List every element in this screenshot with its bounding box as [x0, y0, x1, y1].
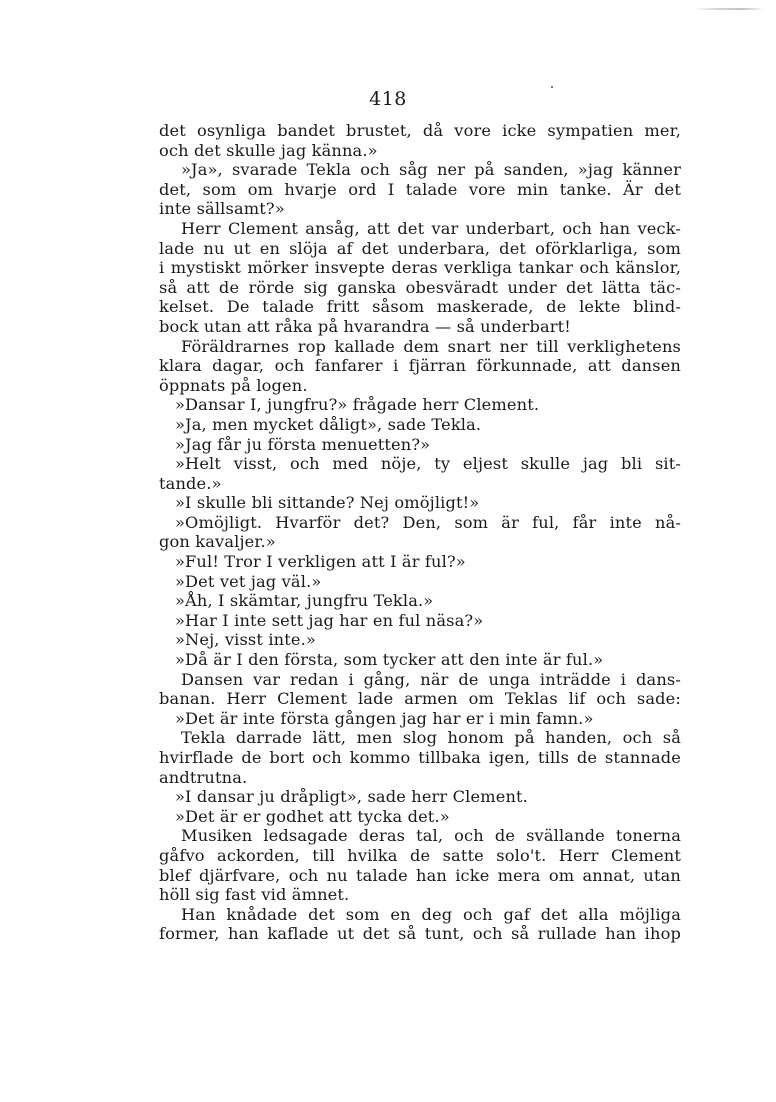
text-line: Dansen var redan i gång, när de unga inträdde i dans- — [181, 669, 681, 689]
text-line: klara dagar, och fanfarer i fjärran förkunnade, att dansen — [159, 356, 681, 376]
text-line: »Åh, I skämtar, jungfru Tekla.» — [175, 591, 434, 611]
text-line: »Ja, men mycket dåligt», sade Tekla. — [175, 414, 482, 434]
text-line: »Ful! Tror I verkligen att I är ful?» — [175, 552, 466, 572]
text-line: Musiken ledsagade deras tal, och de svällande tonerna — [181, 826, 681, 846]
text-line: andtrutna. — [159, 767, 248, 787]
text-line: »Dansar I, jungfru?» frågade herr Clement. — [175, 395, 540, 415]
text-line: »Omöjligt. Hvarför det? Den, som är ful, får inte nå- — [175, 512, 681, 532]
text-line: höll sig fast vid ämnet. — [159, 885, 350, 905]
text-line: former, han kaflade ut det så tunt, och så rullade han ihop — [159, 924, 681, 944]
text-line: tande.» — [159, 473, 222, 493]
text-line: »Jag får ju första menuetten?» — [175, 434, 431, 454]
text-line: »Det är er godhet att tycka det.» — [175, 806, 450, 826]
text-line: »Då är I den första, som tycker att den inte är ful.» — [175, 650, 604, 670]
text-line: »Det är inte första gången jag har er i min famn.» — [175, 708, 594, 728]
text-line: Föräldrarnes rop kallade dem snart ner till verklighetens — [181, 336, 681, 356]
text-line: lade nu ut en slöja af det underbara, det oförklarliga, som — [159, 238, 681, 258]
text-line: gon kavaljer.» — [159, 532, 276, 552]
text-line: banan. Herr Clement lade armen om Teklas lif och sade: — [159, 689, 681, 709]
text-line: så att de rörde sig ganska obesväradt under det lätta täc- — [159, 277, 681, 297]
text-line: »Helt visst, och med nöje, ty eljest skulle jag bli sit- — [175, 454, 681, 474]
text-line: det, som om hvarje ord I talade vore min tanke. Är det — [159, 179, 681, 199]
text-line: »I skulle bli sittande? Nej omöjligt!» — [175, 493, 480, 513]
text-line: Tekla darrade lätt, men slog honom på handen, och så — [181, 728, 681, 748]
text-line: Han knådade det som en deg och gaf det alla möjliga — [181, 904, 681, 924]
text-line: »Har I inte sett jag har en ful näsa?» — [175, 610, 484, 630]
text-line: i mystiskt mörker insvepte deras verkliga tankar och känslor, — [159, 258, 681, 278]
text-line: hvirflade de bort och kommo tillbaka igen, tills de stannade — [159, 748, 681, 767]
text-line: »Ja», svarade Tekla och såg ner på sanden, »jag känner — [181, 160, 681, 180]
scan-edge-mark — [694, 8, 764, 10]
text-line: och det skulle jag känna.» — [159, 140, 378, 160]
text-line: bock utan att råka på hvarandra — så underbart! — [159, 316, 571, 336]
text-line: inte sällsamt?» — [159, 199, 285, 219]
body-text — [159, 121, 681, 944]
text-line: kelset. De talade fritt såsom maskerade, de lekte blind- — [159, 297, 681, 317]
text-line: »I dansar ju dråpligt», sade herr Clement. — [175, 787, 528, 807]
text-line: gåfvo ackorden, till hvilka de satte solo't. Herr Clement — [159, 845, 681, 865]
text-line: blef djärfvare, och nu talade han icke mera om annat, utan — [159, 865, 681, 885]
text-line: »Det vet jag väl.» — [175, 571, 322, 591]
text-line: det osynliga bandet brustet, då vore icke sympatien mer, — [159, 121, 681, 140]
text-line: Herr Clement ansåg, att det var underbart, och han veck- — [181, 218, 681, 238]
page-number: 418 — [369, 88, 407, 110]
text-line: »Nej, visst inte.» — [175, 630, 316, 650]
text-line: öppnats på logen. — [159, 375, 308, 395]
